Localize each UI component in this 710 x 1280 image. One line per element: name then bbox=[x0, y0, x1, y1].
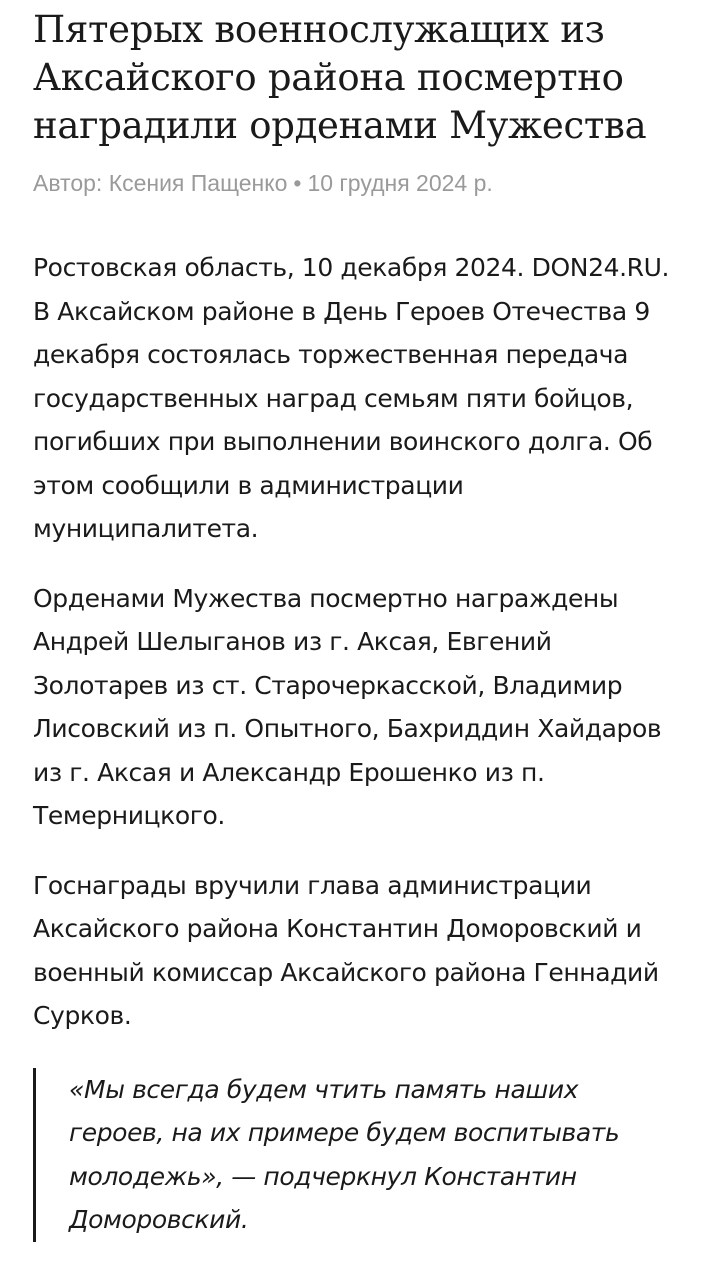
article-paragraph: Ростовская область, 10 декабря 2024. DON24.RU. В Аксайском районе в День Героев Отечества 9 декабря состоялась торжественная передача государственных наград семьям пяти бойцов, погибших при выполнении воинского долга. Об этом сообщили в администрации муниципалитета. bbox=[33, 253, 670, 543]
article bbox=[33, 0, 693, 1258]
article-quote bbox=[33, 1068, 653, 1242]
meta-separator: • bbox=[293, 170, 302, 196]
article-title: Пятерых военнослужащих из Аксайского района посмертно наградили орденами Мужества bbox=[33, 8, 647, 147]
article-paragraph: Орденами Мужества посмертно награждены Андрей Шелыганов из г. Аксая, Евгений Золотарев из ст. Старочеркасской, Владимир Лисовский из п. Опытного, Бахриддин Хайдаров из г. Аксая и Александр Ерошенко из п. Темерницкого. bbox=[33, 583, 662, 830]
publish-date: 10 грудня 2024 р. bbox=[307, 170, 493, 196]
article-meta bbox=[33, 168, 693, 198]
quote-text: «Мы всегда будем чтить память наших героев, на их примере будем воспитывать молодежь», — подчеркнул Константин Доморовский. bbox=[69, 1074, 620, 1234]
author-label[interactable]: Автор: Ксения Пащенко bbox=[33, 170, 288, 196]
article-paragraph: Госнаграды вручили глава администрации Аксайского района Константин Доморовский и военный комиссар Аксайского района Геннадий Сурков. bbox=[33, 870, 659, 1030]
